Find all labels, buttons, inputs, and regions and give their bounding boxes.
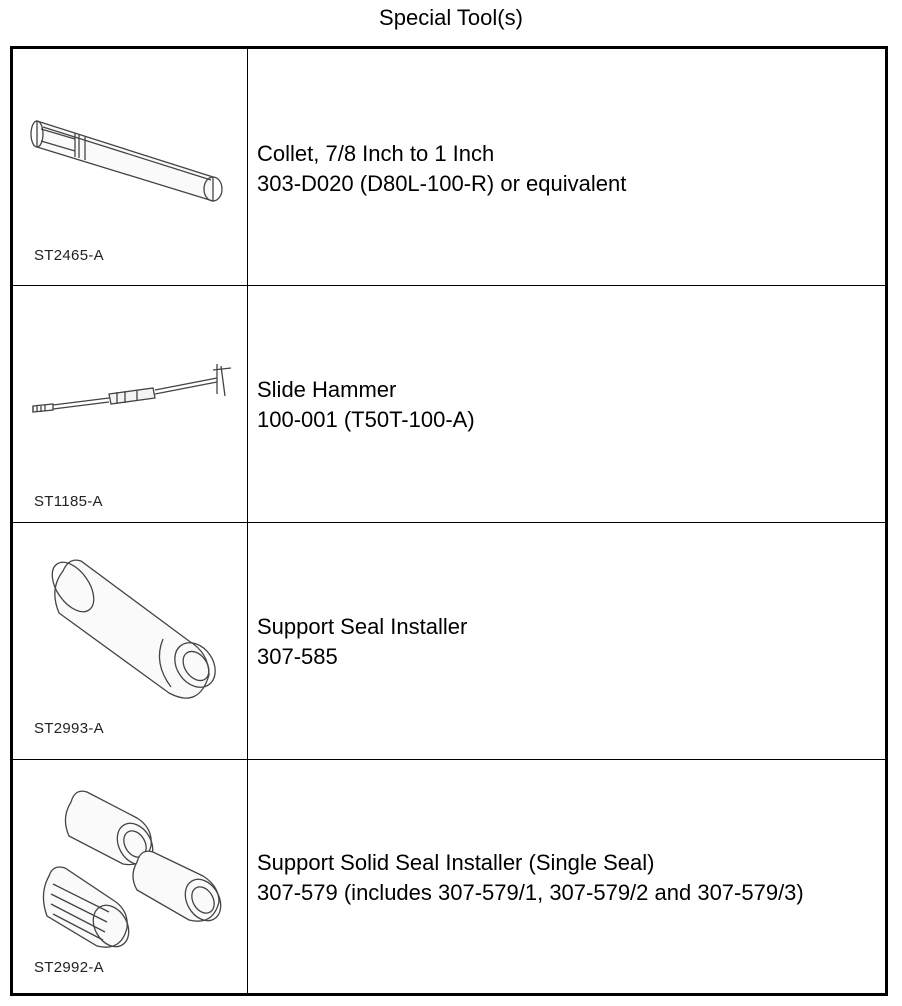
- tool-image-cell: [13, 286, 248, 522]
- solid-seal-installer-icon: [13, 760, 247, 992]
- tool-image-code: ST2993-A: [34, 720, 104, 737]
- tool-part-number: 307-579 (includes 307-579/1, 307-579/2 and 307-579/3): [257, 880, 804, 905]
- special-tools-table: [10, 46, 888, 996]
- page-title: Special Tool(s): [379, 5, 523, 30]
- tool-name: Collet, 7/8 Inch to 1 Inch: [257, 141, 495, 166]
- tool-description: [257, 139, 879, 199]
- table-row: [13, 49, 885, 286]
- tool-part-number: 303-D020 (D80L-100-R) or equivalent: [257, 171, 627, 196]
- slide-hammer-icon: [13, 286, 247, 522]
- tool-image-code: ST2992-A: [34, 959, 104, 976]
- tool-image-cell: [13, 49, 248, 285]
- tool-image-code: ST2465-A: [34, 247, 104, 264]
- tool-name: Slide Hammer: [257, 377, 397, 402]
- tool-image-cell: [13, 760, 248, 993]
- tool-description: [257, 848, 879, 908]
- tool-name: Support Seal Installer: [257, 614, 468, 639]
- tool-image-code: ST1185-A: [34, 493, 103, 510]
- table-row: [13, 523, 885, 760]
- tool-part-number: 307-585: [257, 644, 338, 669]
- tool-image-cell: [13, 523, 248, 759]
- table-row: [13, 760, 885, 993]
- tool-part-number: 100-001 (T50T-100-A): [257, 407, 475, 432]
- tool-description: [257, 375, 879, 435]
- tool-name: Support Solid Seal Installer (Single Seal): [257, 850, 655, 875]
- table-row: [13, 286, 885, 523]
- tool-description: [257, 612, 879, 672]
